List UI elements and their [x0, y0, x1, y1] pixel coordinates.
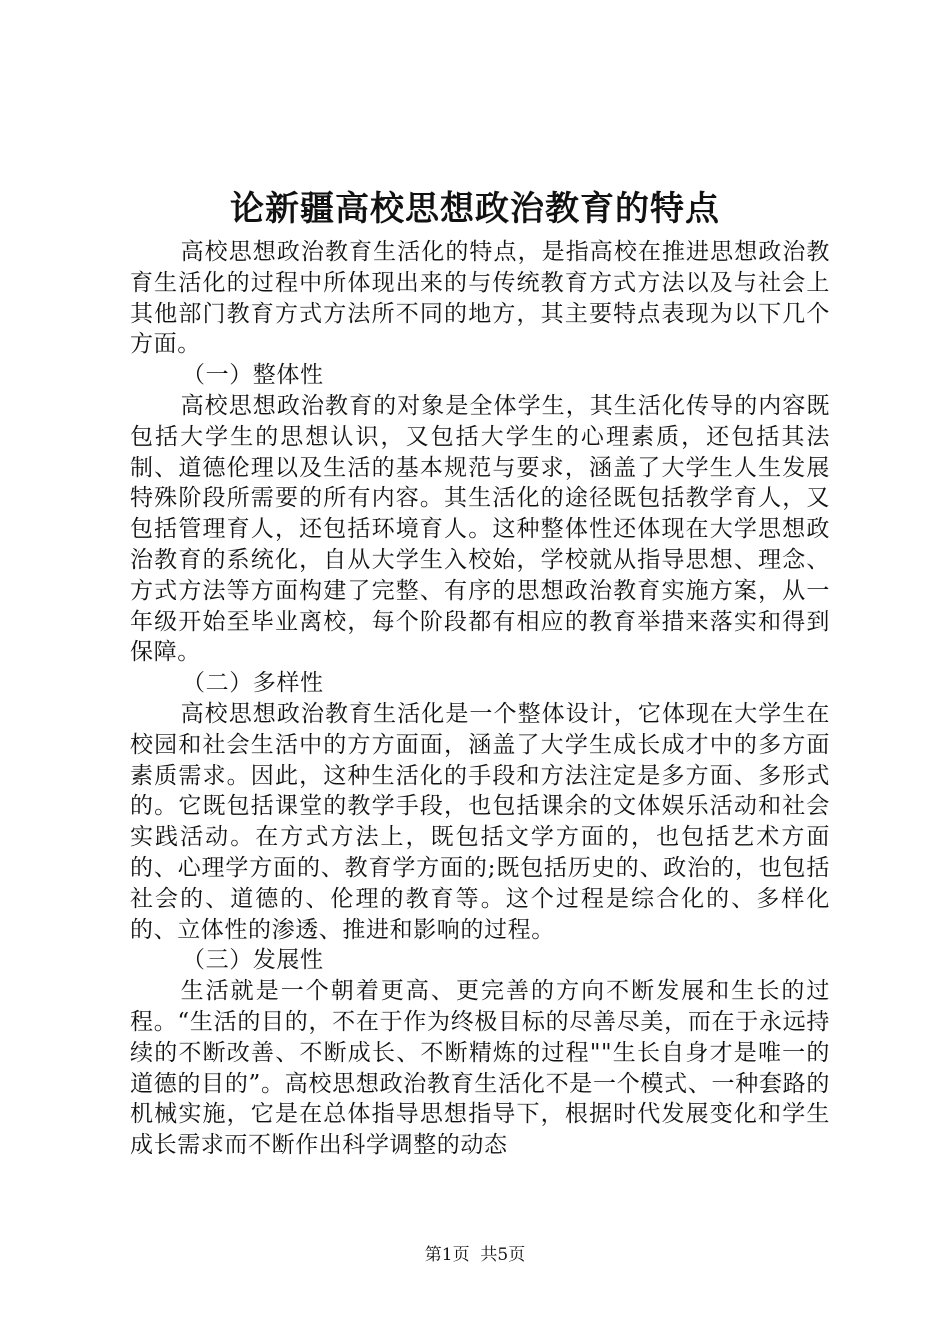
section-heading-2: （二）多样性 [182, 670, 324, 697]
section-heading-3: （三）发展性 [182, 947, 324, 974]
page-number: 第1页 [424, 1245, 470, 1265]
document-title: 论新疆高校思想政治教育的特点 [230, 189, 720, 229]
page-total: 共5页 [480, 1245, 526, 1265]
paragraph-intro: 高校思想政治教育生活化的特点，是指高校在推进思想政治教育生活化的过程中所体现出来的与传统教育方式方法以及与社会上其他部门教育方式方法所不同的地方，其主要特点表现为以下几个方面。 [130, 239, 830, 358]
document-body [130, 237, 830, 1161]
paragraph-section-2: 高校思想政治教育生活化是一个整体设计，它体现在大学生在校园和社会生活中的方方面面，涵盖了大学生成长成才中的多方面素质需求。因此，这种生活化的手段和方法注定是多方面、多形式的。它既包括课堂的教学手段，也包括课余的文体娱乐活动和社会实践活动。在方式方法上，既包括文学方面的，也包括艺术方面的、心理学方面的、教育学方面的;既包括历史的、政治的，也包括社会的、道德的、伦理的教育等。这个过程是综合化的、多样化的、立体性的渗透、推进和影响的过程。 [130, 700, 830, 943]
section-heading-1: （一）整体性 [182, 362, 324, 389]
page-footer [0, 1243, 950, 1267]
paragraph-section-3: 生活就是一个朝着更高、更完善的方向不断发展和生长的过程。“生活的目的，不在于作为终极目标的尽善尽美，而在于永远持续的不断改善、不断成长、不断精炼的过程""生长自身才是唯一的道德的目的”。高校思想政治教育生活化不是一个模式、一种套路的机械实施，它是在总体指导思想指导下，根据时代发展变化和学生成长需求而不断作出科学调整的动态 [130, 978, 830, 1159]
paragraph-section-1: 高校思想政治教育的对象是全体学生，其生活化传导的内容既包括大学生的思想认识，又包括大学生的心理素质，还包括其法制、道德伦理以及生活的基本规范与要求，涵盖了大学生人生发展特殊阶段所需要的所有内容。其生活化的途径既包括教学育人，又包括管理育人，还包括环境育人。这种整体性还体现在大学思想政治教育的系统化，自从大学生入校始，学校就从指导思想、理念、方式方法等方面构建了完整、有序的思想政治教育实施方案，从一年级开始至毕业离校，每个阶段都有相应的教育举措来落实和得到保障。 [130, 392, 830, 666]
